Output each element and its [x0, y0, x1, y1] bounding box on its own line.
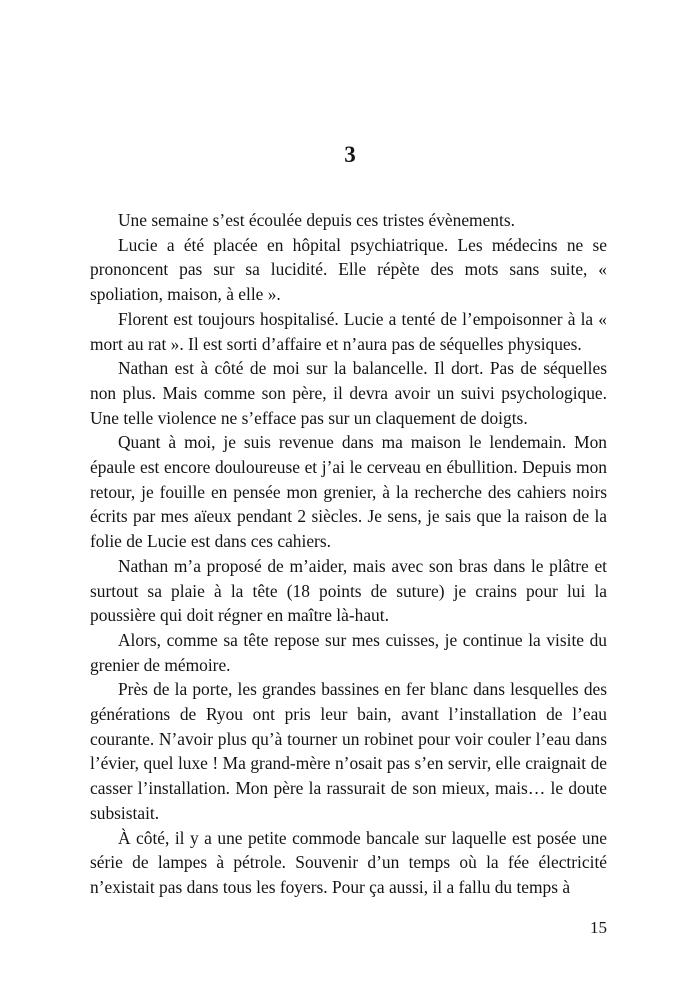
chapter-body — [90, 208, 607, 900]
paragraph: À côté, il y a une petite commode bancale sur laquelle est posée une série de lampes à pétrole. Souvenir d’un temps où la fée électricité n’existait pas dans tous les foyers. Pour ça aussi, il a fallu du temps à — [90, 827, 607, 897]
paragraph: Lucie a été placée en hôpital psychiatrique. Les médecins ne se prononcent pas sur sa lucidité. Elle répète des mots sans suite, « spoliation, maison, à elle ». — [90, 234, 607, 305]
paragraph: Alors, comme sa tête repose sur mes cuisses, je continue la visite du grenier de mémoire. — [90, 629, 607, 675]
chapter-number: 3 — [344, 142, 356, 167]
paragraph: Nathan m’a proposé de m’aider, mais avec son bras dans le plâtre et surtout sa plaie à la tête (18 points de suture) je crains pour lui la poussière qui doit régner en maître là-haut. — [90, 555, 607, 626]
paragraph: Près de la porte, les grandes bassines en fer blanc dans lesquelles des générations de Ryou ont pris leur bain, avant l’installation de l’eau courante. N’avoir plus qu’à tourner un robinet pour voir couler l’eau dans l’évier, quel luxe ! Ma grand-mère n’osait pas s’en servir, elle craignait de casser l’installation. Mon père la rassurait de son mieux, mais… le doute subsistait. — [90, 679, 607, 823]
paragraph: Quant à moi, je suis revenue dans ma maison le lendemain. Mon épaule est encore douloureuse et j’ai le cerveau en ébullition. Depuis mon retour, je fouille en pensée mon grenier, à la recherche des cahiers noirs écrits par mes aïeux pendant 2 siècles. Je sens, je sais que la raison de la folie de Lucie est dans ces cahiers. — [90, 432, 607, 552]
paragraph: Nathan est à côté de moi sur la balancelle. Il dort. Pas de séquelles non plus. Mais comme son père, il devra avoir un suivi psychologique. Une telle violence ne s’efface pas sur un claquement de doigts. — [90, 358, 607, 428]
page-number: 15 — [590, 918, 607, 937]
paragraph: Une semaine s’est écoulée depuis ces tristes évènements. — [118, 210, 515, 230]
paragraph: Florent est toujours hospitalisé. Lucie a tenté de l’empoisonner à la « mort au rat ». Il est sorti d’affaire et n’aura pas de séquelles physiques. — [90, 308, 607, 354]
